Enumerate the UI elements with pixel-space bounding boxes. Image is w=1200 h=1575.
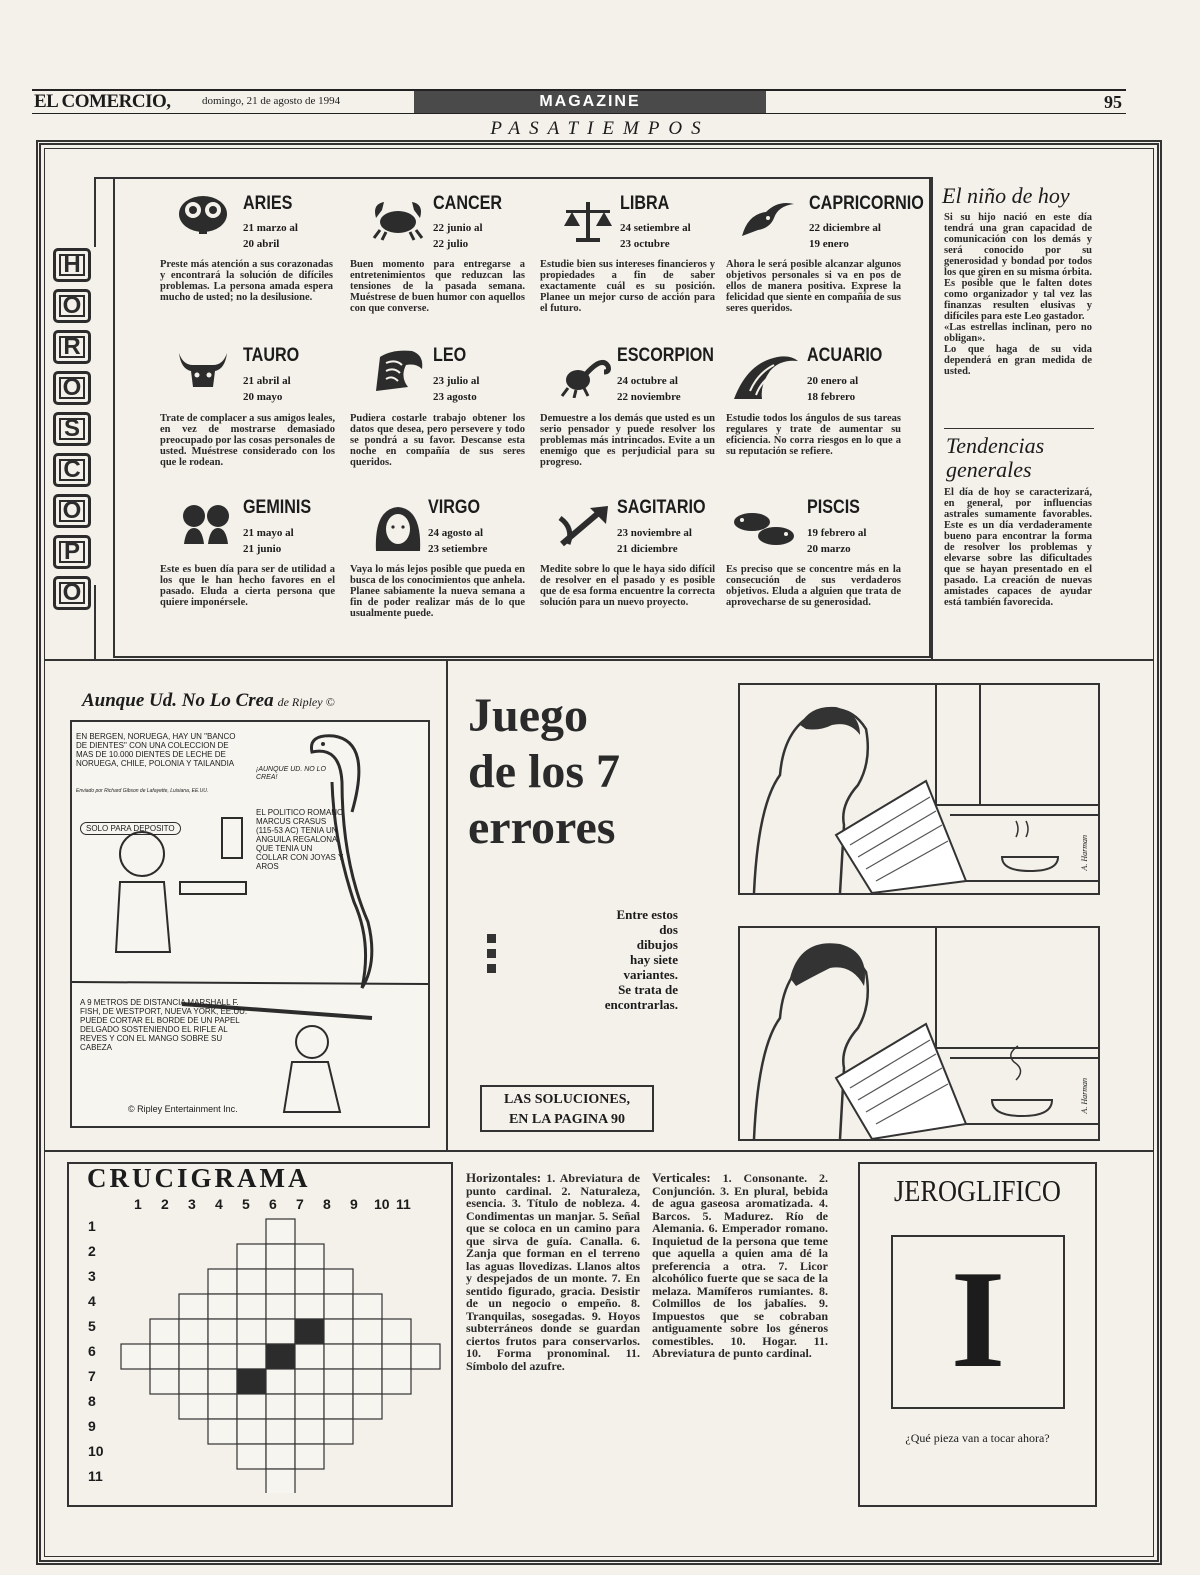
ripley-credit: Enviado por Richard Gibson de Lafayette, Luisiana, EE.UU. — [76, 788, 209, 794]
col-number: 2 — [161, 1196, 169, 1212]
sign-date: 19 enero — [809, 238, 849, 250]
sign-date: 24 octubre al — [617, 375, 678, 387]
crossword-cell[interactable] — [324, 1319, 353, 1344]
title-letter: C — [53, 453, 91, 487]
crossword-cell[interactable] — [150, 1319, 179, 1344]
solutions-box — [480, 1085, 654, 1132]
sign-name: PISCIS — [807, 497, 860, 518]
juego-line: variantes. — [623, 967, 678, 982]
crossword-cell[interactable] — [353, 1319, 382, 1344]
jeroglifico-glyph: I — [950, 1242, 1006, 1397]
capricorn-icon — [738, 196, 794, 242]
crossword-cell[interactable] — [237, 1244, 266, 1269]
sign-text: Estudie bien sus intereses financieros y propiedades a fin de saber exactamente cuál es su posición. Planee un mejor curso de acción para el futuro. — [540, 259, 715, 314]
sign-date: 22 julio — [433, 238, 469, 250]
artist-signature: A. Harman — [1080, 1078, 1089, 1114]
crossword-cell[interactable] — [324, 1419, 353, 1444]
col-number: 11 — [396, 1196, 411, 1212]
bullet-marks — [487, 934, 496, 973]
crossword-cell[interactable] — [411, 1344, 440, 1369]
crossword-cell[interactable] — [208, 1269, 237, 1294]
sign-name: ARIES — [243, 193, 293, 214]
crossword-cell[interactable] — [266, 1294, 295, 1319]
sign-text: Buen momento para entregarse a entretenimientos que reduzcan las tensiones de la pasada semana. Muéstrese de buen humor con aquellos con que converse. — [350, 259, 525, 314]
divider — [94, 585, 96, 659]
scorpio-icon — [558, 352, 614, 398]
ripley-title: Aunque Ud. No Lo Crea — [82, 690, 274, 711]
aries-icon — [175, 192, 231, 238]
sign-name: TAURO — [243, 345, 300, 366]
sign-date: 24 agosto al — [428, 527, 483, 539]
divider — [44, 1150, 1154, 1152]
crossword-cell[interactable] — [237, 1394, 266, 1419]
crossword-cell[interactable] — [295, 1294, 324, 1319]
aquarius-icon — [732, 351, 788, 397]
juego-line: encontrarlas. — [604, 997, 678, 1012]
sign-name: VIRGO — [428, 497, 481, 518]
crossword-cell[interactable] — [179, 1294, 208, 1319]
taurus-icon — [175, 347, 231, 393]
solutions-line: EN LA PAGINA 90 — [508, 1112, 626, 1127]
tendencias-text: El día de hoy se caracterizará, en general, por influencias astrales sumamente favorables. Este es un día verdaderamente bueno para encontrar la forma de resolver los problemas y elevarse sobre las dificultades que se hayan presentado en el pasado. La creación de nuevas amistades capaces de ayudar está también favorecida. — [944, 487, 1092, 608]
sign-date: 24 setiembre al — [620, 222, 691, 234]
virgo-icon — [370, 503, 426, 549]
vertical-clues — [652, 1172, 828, 1360]
crossword-cell[interactable] — [208, 1294, 237, 1319]
sign-text: Medite sobre lo que le haya sido difícil de resolver en el pasado y es posible que de esa forma encuentre la correcta solución para un nuevo proyecto. — [540, 564, 715, 608]
title-letter: O — [53, 371, 91, 405]
crossword-cell[interactable] — [324, 1344, 353, 1369]
crossword-cell[interactable] — [179, 1344, 208, 1369]
juego-instructions — [540, 907, 678, 1012]
juego-line: hay siete — [629, 952, 678, 967]
divider — [931, 177, 933, 659]
crossword-cell[interactable] — [237, 1444, 266, 1469]
libra-icon — [560, 198, 616, 244]
crossword-cell[interactable] — [295, 1344, 324, 1369]
crossword-cell[interactable] — [353, 1369, 382, 1394]
page-header — [32, 89, 1126, 114]
sign-date: 22 noviembre — [617, 391, 681, 403]
crossword-cell[interactable] — [208, 1369, 237, 1394]
sign-date: 21 marzo al — [243, 222, 298, 234]
sign-date: 18 febrero — [807, 391, 856, 403]
ripley-caption-1: EN BERGEN, NORUEGA, HAY UN "BANCO DE DIENTES" CON UNA COLECCION DE MAS DE 10.000 DIENTES DE LECHE DE NORUEGA, CHILE, POLONIA Y TAILANDIA — [76, 732, 236, 768]
crossword-cell[interactable] — [237, 1319, 266, 1344]
col-number: 7 — [296, 1196, 304, 1212]
crossword-cell[interactable] — [121, 1344, 150, 1369]
crossword-cell[interactable] — [266, 1244, 295, 1269]
row-number: 5 — [88, 1318, 96, 1334]
sign-text: Vaya lo más lejos posible que pueda en busca de los conocimientos que anhela. Planee sabiamente la nueva semana a fin de poder realizar más de lo que usualmente puede. — [350, 564, 525, 619]
ripley-aside: ¡AUNQUE UD. NO LO CREA! — [256, 766, 327, 781]
crossword-cell[interactable] — [179, 1369, 208, 1394]
sign-date: 19 febrero al — [807, 527, 867, 539]
sign-date: 23 agosto — [433, 391, 477, 403]
crossword-cell[interactable] — [295, 1244, 324, 1269]
sign-text: Pudiera costarle trabajo obtener los datos que desea, pero persevere y todo se pondrá a su favor. Descanse esta noche en compañía de sus seres queridos. — [350, 413, 525, 468]
sign-name: SAGITARIO — [617, 497, 706, 518]
row-number: 9 — [88, 1418, 96, 1434]
crossword-cell[interactable] — [266, 1394, 295, 1419]
nino-paragraph: Si su hijo nació en este día tendrá una gran capacidad de comunicación con los demás y será conocido por su generosidad y bondad por todos los que giren en su misma órbita. Es posible que le falten dotes como organizador y tal vez las finanzas resulten elusivas y difíciles para este Leo gastador. — [944, 212, 1092, 322]
col-number: 4 — [215, 1196, 223, 1212]
nino-paragraph: Lo que haga de su vida dependerá en gran medida de usted. — [944, 344, 1092, 377]
crossword-cell[interactable] — [266, 1369, 295, 1394]
sign-date: 20 mayo — [243, 391, 283, 403]
title-letter: O — [53, 289, 91, 323]
sign-date: 20 enero al — [807, 375, 859, 387]
crossword-cell[interactable] — [324, 1269, 353, 1294]
jeroglifico-question: ¿Qué pieza van a tocar ahora? — [905, 1431, 1050, 1445]
crossword-cell[interactable] — [353, 1344, 382, 1369]
crossword-cell[interactable] — [150, 1369, 179, 1394]
crossword-cell[interactable] — [237, 1269, 266, 1294]
horizontal-text: 1. Abreviatura de punto cardinal. 2. Naturaleza, esencia. 3. Título de nobleza. 4. Condimentas un manjar. 5. Señal que se coloca en un camino para que sirva de guía. Canalla. 6. Zanja que forman en el terreno las aguas llovedizas. Llanos altos y despejados de un monte. 7. En sentido figurado, gracia. Desistir de un negocio o empeño. 8. Tranquilas, sosegadas. 9. Hoyos subterráneos donde se guardan ciertos frutos para conservarlos. 10. Forma pronominal. 11. Símbolo del azufre. — [466, 1171, 640, 1373]
sign-date: 23 noviembre al — [617, 527, 692, 539]
ripley-illustration — [72, 722, 428, 1126]
crossword-cell[interactable] — [266, 1444, 295, 1469]
drawing-a — [738, 683, 1100, 895]
bullet — [487, 934, 496, 943]
juego-line: Entre estos — [616, 907, 678, 922]
crossword-cell[interactable] — [382, 1344, 411, 1369]
sign-date: 22 diciembre al — [809, 222, 881, 234]
tendencias-title — [946, 434, 1044, 482]
sign-date: 21 abril al — [243, 375, 291, 387]
crossword-cell[interactable] — [208, 1319, 237, 1344]
vertical-label: Verticales: — [652, 1170, 711, 1185]
sign-name: CANCER — [433, 193, 503, 214]
drawing-b-art — [740, 928, 1098, 1139]
crossword-block — [295, 1319, 324, 1344]
row-number: 1 — [88, 1218, 96, 1234]
crossword-cell[interactable] — [324, 1369, 353, 1394]
tendencias-title-line: generales — [946, 457, 1032, 482]
crossword-cell[interactable] — [266, 1469, 295, 1493]
juego-line: Se trata de — [618, 982, 678, 997]
sign-date: 21 mayo al — [243, 527, 294, 539]
sign-text: Trate de complacer a sus amigos leales, en vez de mostrarse demasiado preocupado por las cosas personales de usted. Muéstrese considerado con los que le rodean. — [160, 413, 335, 468]
sagittarius-icon — [556, 504, 612, 550]
col-number: 1 — [134, 1196, 142, 1212]
sign-text: Este es buen día para ser de utilidad a los que le han hecho favores en el pasado. Eluda a cierta persona que quiere imponérsele. — [160, 564, 335, 608]
crossword-cell[interactable] — [266, 1419, 295, 1444]
newspaper-name: EL COMERCIO, — [34, 91, 171, 112]
crossword-cell[interactable] — [266, 1269, 295, 1294]
leo-icon — [372, 347, 428, 393]
sign-date: 20 abril — [243, 238, 280, 250]
ripley-copyright: © Ripley Entertainment Inc. — [128, 1104, 238, 1114]
tendencias-title-line: Tendencias — [946, 433, 1045, 458]
sign-date: 23 octubre — [620, 238, 670, 250]
ripley-caption-2: EL POLITICO ROMANO MARCUS CRASUS (115-53 AC) TENIA UN ANGUILA REGALONA QUE TENIA UN COLLAR CON JOYAS Y AROS — [256, 808, 344, 871]
crossword-cell[interactable] — [237, 1294, 266, 1319]
ripley-sign: SOLO PARA DEPOSITO — [80, 822, 181, 835]
ripley-heading — [82, 690, 335, 712]
row-number: 2 — [88, 1243, 96, 1259]
col-number: 3 — [188, 1196, 196, 1212]
juego-line: dos — [659, 922, 678, 937]
sign-text: Demuestre a los demás que usted es un serio pensador y puede resolver los problemas más intrincados. Evite a un enemigo que es perjudicial para su progreso. — [540, 413, 715, 468]
crossword-cell[interactable] — [208, 1419, 237, 1444]
col-number: 8 — [323, 1196, 331, 1212]
crossword-cell[interactable] — [295, 1269, 324, 1294]
horizontal-label: Horizontales: — [466, 1170, 542, 1185]
col-number: 5 — [242, 1196, 250, 1212]
sign-name: GEMINIS — [243, 497, 312, 518]
row-number: 8 — [88, 1393, 96, 1409]
juego-line: dibujos — [636, 937, 678, 952]
jeroglifico-title: JEROGLIFICO — [894, 1173, 1061, 1208]
row-number: 3 — [88, 1268, 96, 1284]
crossword-block — [237, 1369, 266, 1394]
juego-title — [468, 688, 620, 856]
col-number: 10 — [374, 1196, 390, 1212]
crossword-cell[interactable] — [295, 1444, 324, 1469]
divider — [446, 659, 448, 1150]
sign-text: Ahora le será posible alcanzar algunos objetivos personales si va en pos de ellos de manera positiva. Exprese la felicidad que siente en compañía de sus seres queridos. — [726, 259, 902, 314]
sign-text: Preste más atención a sus corazonadas y encontrará la solución de difíciles problemas. La persona amada espera mucho de usted; no la desilusione. — [160, 259, 333, 303]
crossword-block — [266, 1344, 295, 1369]
title-letter: S — [53, 412, 91, 446]
sign-name: ACUARIO — [807, 345, 883, 366]
sign-date: 21 diciembre — [617, 543, 678, 555]
crossword-cell[interactable] — [295, 1394, 324, 1419]
crossword-cell[interactable] — [353, 1394, 382, 1419]
solutions-line: LAS SOLUCIONES, — [503, 1092, 631, 1107]
sign-name: ESCORPION — [617, 345, 714, 366]
section-bar — [414, 91, 766, 113]
sign-date: 22 junio al — [433, 222, 483, 234]
crossword-cell[interactable] — [382, 1369, 411, 1394]
title-letter: O — [53, 494, 91, 528]
sign-name: LEO — [433, 345, 467, 366]
crossword-cell[interactable] — [208, 1394, 237, 1419]
crossword-cell[interactable] — [353, 1294, 382, 1319]
juego-title-line: de los 7 — [468, 745, 621, 798]
crossword-cell[interactable] — [324, 1294, 353, 1319]
crossword-cell[interactable] — [150, 1344, 179, 1369]
sign-name: CAPRICORNIO — [809, 193, 924, 214]
sign-date: 23 setiembre — [428, 543, 488, 555]
sign-name: LIBRA — [620, 193, 670, 214]
row-number: 10 — [88, 1443, 104, 1459]
bullet — [487, 964, 496, 973]
ripley-brand: de Ripley © — [277, 695, 335, 709]
crossword-cell[interactable] — [324, 1394, 353, 1419]
sign-text: Estudie todos los ángulos de sus tareas regulares y trate de aumentar su eficiencia. No corra riesgos en lo que a su reputación se refiere. — [726, 413, 901, 457]
divider — [44, 659, 1154, 661]
sign-text: Es preciso que se concentre más en la consecución de sus verdaderos objetivos. Eluda a alguien que trata de aprovecharse de su generosidad. — [726, 564, 901, 608]
page-number: 95 — [1104, 92, 1122, 112]
horizontal-clues — [466, 1172, 640, 1372]
crossword-cell[interactable] — [266, 1219, 295, 1244]
divider — [94, 177, 113, 179]
nino-text — [944, 212, 1092, 377]
pisces-icon — [730, 506, 786, 552]
divider — [94, 177, 96, 247]
drawing-a-art — [740, 685, 1098, 893]
juego-title-line: errores — [468, 801, 616, 854]
crossword-cell[interactable] — [237, 1344, 266, 1369]
title-letter: O — [53, 576, 91, 610]
title-letter: P — [53, 535, 91, 569]
crossword-cell[interactable] — [295, 1369, 324, 1394]
row-number: 11 — [88, 1468, 103, 1484]
juego-title-line: Juego — [468, 689, 588, 742]
crossword-cell[interactable] — [179, 1319, 208, 1344]
crossword-cell[interactable] — [237, 1419, 266, 1444]
crossword-cell[interactable] — [179, 1394, 208, 1419]
gemini-icon — [178, 500, 234, 546]
ripley-comic — [70, 720, 430, 1128]
row-number: 7 — [88, 1368, 96, 1384]
nino-title: El niño de hoy — [942, 183, 1070, 208]
section-label: MAGAZINE — [539, 93, 641, 110]
artist-signature: A. Harman — [1080, 835, 1089, 871]
crossword-cell[interactable] — [382, 1319, 411, 1344]
crossword-cell[interactable] — [295, 1419, 324, 1444]
horoscope-vertical-title — [53, 248, 93, 617]
section-title: PASATIEMPOS — [490, 118, 710, 139]
divider — [944, 428, 1094, 429]
issue-date: domingo, 21 de agosto de 1994 — [202, 95, 341, 107]
sign-date: 21 junio — [243, 543, 282, 555]
title-letter: H — [53, 248, 91, 282]
crossword-cell[interactable] — [208, 1344, 237, 1369]
drawing-b — [738, 926, 1100, 1141]
row-number: 6 — [88, 1343, 96, 1359]
crossword-grid[interactable] — [120, 1218, 444, 1493]
cancer-icon — [370, 196, 426, 242]
bullet — [487, 949, 496, 958]
sign-date: 23 julio al — [433, 375, 480, 387]
vertical-text: 1. Consonante. 2. Conjunción. 3. En plural, bebida de agua gaseosa aromatizada. 4. Barcos. 5. Madurez. Río de Alemania. 6. Emperador romano. Inquietud de la persona que teme que aquella a quien ama dé la preferencia a otra. 7. Licor alcohólico fuerte que se saca de la melaza. Mamíferos rumiantes. 8. Colmillos de los jabalíes. 9. Impuestos que se cobraban antiguamente sobre los géneros comestibles. 10. Hogar. 11. Abreviatura de punto cardinal. — [652, 1171, 829, 1360]
title-letter: R — [53, 330, 91, 364]
sign-date: 20 marzo — [807, 543, 851, 555]
crossword-title: CRUCIGRAMA — [87, 1163, 311, 1193]
ripley-caption-3: A 9 METROS DE DISTANCIA MARSHALL F. FISH, DE WESTPORT, NUEVA YORK, EE.UU. PUEDE CORTAR EL BORDE DE UN PAPEL DELGADO SOSTENIENDO EL RIFLE AL REVES Y CON EL MANGO SOBRE SU CABEZA — [80, 998, 248, 1052]
row-number: 4 — [88, 1293, 96, 1309]
nino-quote: «Las estrellas inclinan, pero no obligan». — [944, 322, 1092, 344]
crossword-cell[interactable] — [266, 1319, 295, 1344]
col-number: 6 — [269, 1196, 277, 1212]
col-number: 9 — [350, 1196, 358, 1212]
